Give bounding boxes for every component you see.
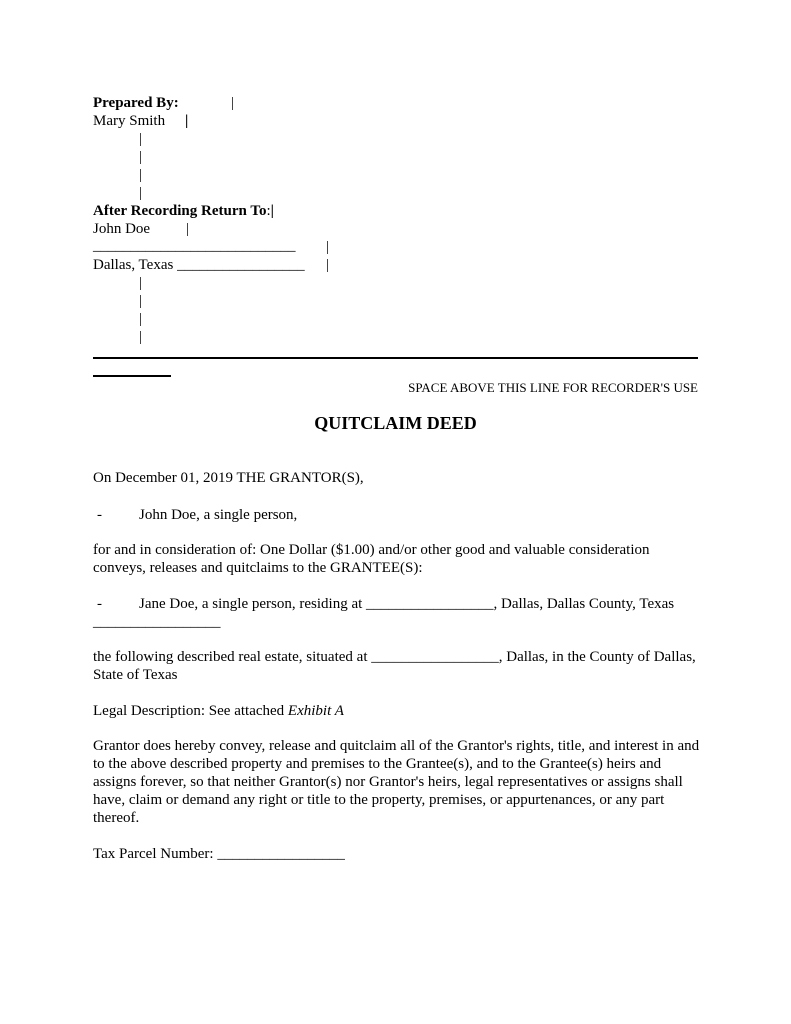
grantee-bullet: - <box>97 596 102 612</box>
exhibit-reference: Exhibit A <box>287 703 344 719</box>
preparer-bar: | <box>185 113 189 129</box>
legal-description: Legal Description: See attached Exhibit A <box>93 703 344 719</box>
preparer-blank-bar: | <box>139 131 143 147</box>
preparer-name: Mary Smith <box>93 113 166 129</box>
recorder-separator-stub <box>93 375 171 377</box>
return-blank-bar: | <box>139 275 143 291</box>
return-blank-bar: | <box>139 293 143 309</box>
return-to-label: After Recording Return To:| <box>93 203 274 219</box>
return-address-line: ___________________________ <box>93 238 296 254</box>
preparer-blank-bar: | <box>139 167 143 183</box>
return-address-bar: | <box>326 239 330 255</box>
consideration-paragraph: for and in consideration of: One Dollar ($1.00) and/or other good and valuable consideration conveys, releases and quitclaims to the GRANTEE(S): <box>93 542 650 576</box>
real-estate-paragraph: the following described real estate, situated at _________________, Dallas, in the County of Dallas, State of Texas <box>93 649 696 683</box>
grantor-bullet: - <box>97 507 102 523</box>
return-city: Dallas, Texas _________________ <box>93 257 305 273</box>
return-blank-bar: | <box>139 329 143 345</box>
return-blank-bar: | <box>139 311 143 327</box>
grantee-continuation: _________________ <box>93 614 221 630</box>
return-name-bar: | <box>186 221 190 237</box>
grantor: John Doe, a single person, <box>139 507 298 523</box>
date-line: On December 01, 2019 THE GRANTOR(S), <box>93 470 364 486</box>
recorder-note: SPACE ABOVE THIS LINE FOR RECORDER'S USE <box>408 380 698 395</box>
grant-clause-paragraph: Grantor does hereby convey, release and quitclaim all of the Grantor's rights, title, and interest in and to the above described property and premises to the Grantee(s), and to the Grantee(s) heirs and assigns forever, so that neither Grantor(s) nor Grantor's heirs, legal representatives or assigns shall have, claim or demand any right or title to the property, premises, or appurtenances, or any part thereof. <box>93 738 700 826</box>
grantee: Jane Doe, a single person, residing at _________________, Dallas, Dallas County, Texas <box>139 596 675 612</box>
prepared-by-label: Prepared By: <box>93 95 179 111</box>
prepared-by-bar: | <box>231 95 235 111</box>
document-title: QUITCLAIM DEED <box>314 413 477 433</box>
return-name: John Doe <box>93 221 151 237</box>
preparer-blank-bar: | <box>139 149 143 165</box>
tax-parcel-number: Tax Parcel Number: _________________ <box>93 846 345 862</box>
preparer-blank-bar: | <box>139 185 143 201</box>
return-city-bar: | <box>326 257 330 273</box>
recorder-separator-line <box>93 357 698 359</box>
